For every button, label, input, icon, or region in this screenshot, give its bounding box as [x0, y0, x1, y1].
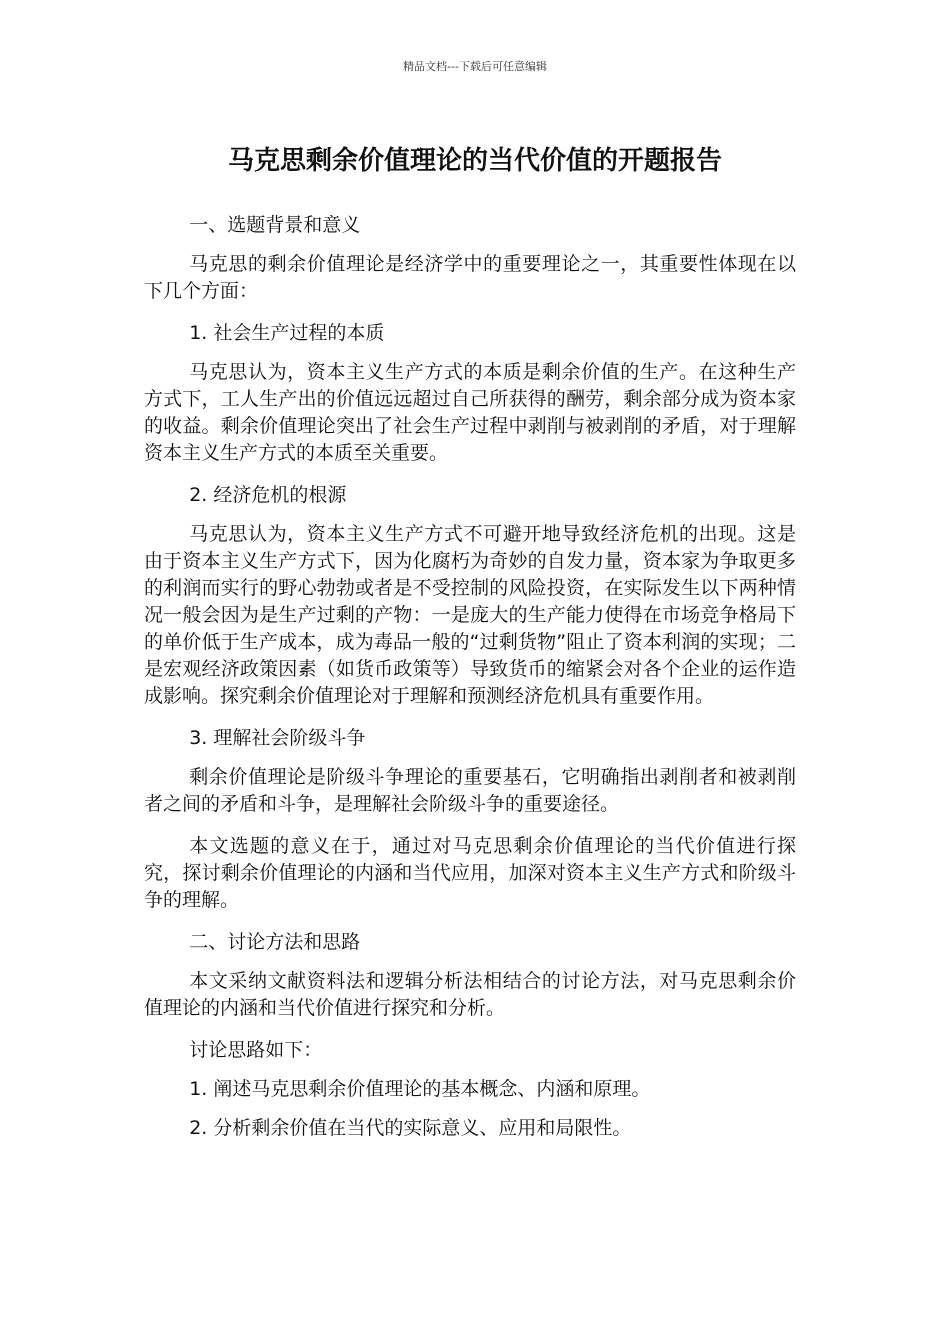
subheading-economic-crisis: 2. 经济危机的根源 — [189, 484, 347, 506]
body-paragraph: 剩余价值理论是阶级斗争理论的重要基石，它明确指出剥削者和被剥削者之间的矛盾和斗争，是理解社会阶级斗争的重要途径。 — [144, 766, 796, 815]
subheading-class-struggle: 3. 理解社会阶级斗争 — [189, 727, 366, 749]
body-paragraph: 马克思认为，资本主义生产方式的本质是剩余价值的生产。在这种生产方式下，工人生产出的价值远远超过自己所获得的酬劳，剩余部分成为资本家的收益。剩余价值理论突出了社会生产过程中剥削与被剥削的矛盾，对于理解资本主义生产方式的本质至关重要。 — [144, 361, 796, 464]
page-header-note: 精品文档---下载后可任意编辑 — [403, 60, 547, 73]
list-intro: 讨论思路如下： — [189, 1039, 323, 1061]
document-title: 马克思剩余价值理论的当代价值的开题报告 — [227, 146, 722, 176]
body-paragraph: 本文采纳文献资料法和逻辑分析法相结合的讨论方法，对马克思剩余价值理论的内涵和当代价值进行探究和分析。 — [144, 970, 796, 1019]
section-heading-methods: 二、讨论方法和思路 — [189, 931, 361, 953]
list-item: 1. 阐述马克思剩余价值理论的基本概念、内涵和原理。 — [189, 1078, 651, 1100]
list-item: 2. 分析剩余价值在当代的实际意义、应用和局限性。 — [189, 1117, 632, 1139]
document-body — [144, 212, 796, 1154]
subheading-social-production: 1. 社会生产过程的本质 — [189, 322, 385, 344]
section-heading-background: 一、选题背景和意义 — [189, 214, 361, 236]
body-paragraph: 马克思认为，资本主义生产方式不可避开地导致经济危机的出现。这是由于资本主义生产方式下，因为化腐朽为奇妙的自发力量，资本家为争取更多的利润而实行的野心勃勃或者是不受控制的风险投资，在实际发生以下两种情况一般会因为是生产过剩的产物：一是庞大的生产能力使得在市场竞争格局下的单价低于生产成本，成为毒品一般的“过剩货物”阻止了资本利润的实现；二是宏观经济政策因素（如货币政策等）导致货币的缩紧会对各个企业的运作造成影响。探究剩余价值理论对于理解和预测经济危机具有重要作用。 — [144, 523, 796, 707]
body-paragraph: 马克思的剩余价值理论是经济学中的重要理论之一，其重要性体现在以下几个方面： — [144, 253, 796, 302]
body-paragraph: 本文选题的意义在于，通过对马克思剩余价值理论的当代价值进行探究，探讨剩余价值理论的内涵和当代应用，加深对资本主义生产方式和阶级斗争的理解。 — [144, 835, 796, 911]
